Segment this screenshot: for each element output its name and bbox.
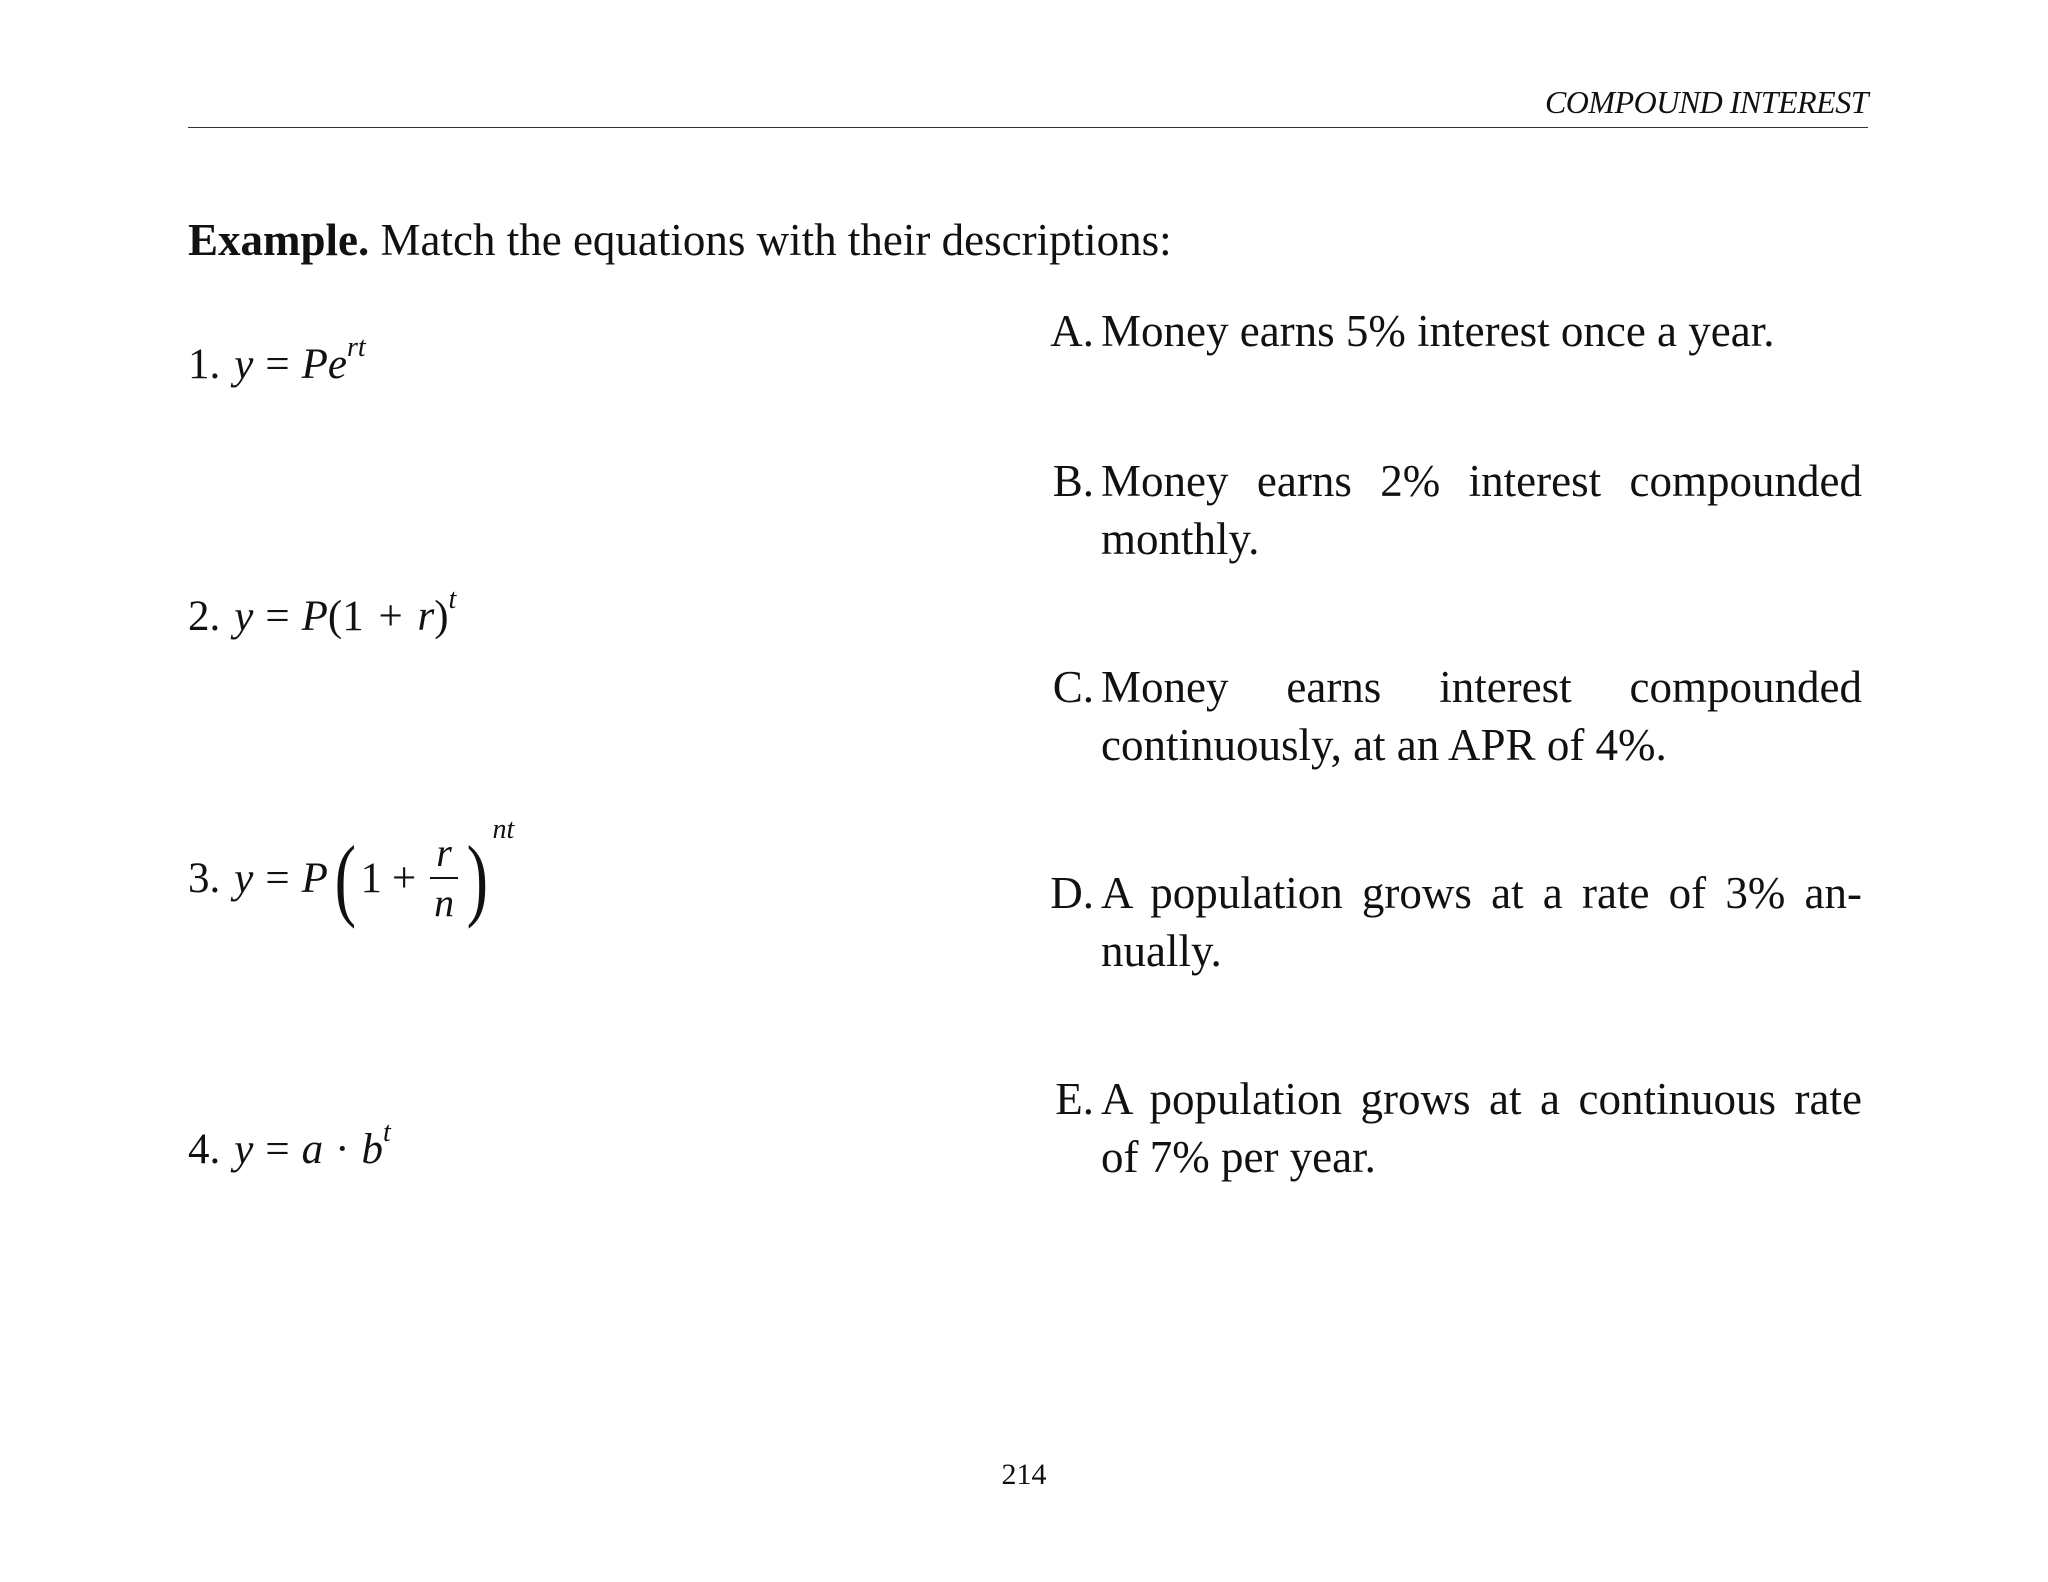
description-text: A population grows at a rate of 3% an- nually. — [1101, 868, 1862, 976]
equation-number: 2. — [188, 593, 221, 640]
example-intro — [188, 214, 1172, 266]
equation-3 — [188, 814, 515, 929]
equation-formula: $y = P(1 + r)^t$ — [234, 584, 457, 640]
equation-formula: $y = Pe^{rt}$ — [234, 332, 366, 388]
equation-number: 3. — [188, 854, 221, 902]
description-c — [1038, 658, 1862, 774]
description-letter: B. — [1052, 456, 1094, 506]
description-text: Money earns interest compounded continuously, at an APR of 4%. — [1101, 662, 1862, 770]
example-instruction: Match the equations with their descriptions: — [380, 215, 1172, 265]
equation-number: 1. — [188, 341, 221, 388]
description-b — [1038, 452, 1862, 568]
description-e — [1038, 1070, 1862, 1186]
description-letter: C. — [1052, 662, 1094, 712]
description-a — [1038, 302, 1862, 360]
equation-2 — [188, 584, 457, 641]
header-rule — [188, 127, 1868, 128]
description-text: Money earns 5% interest once a year. — [1101, 306, 1775, 356]
running-head: COMPOUND INTEREST — [1544, 84, 1868, 120]
page-number: 214 — [1001, 1458, 1047, 1491]
equation-formula: y = P ( 1 + $\frac{r}{n}$ ) nt — [234, 814, 515, 929]
description-letter: A. — [1050, 306, 1094, 356]
description-d — [1038, 864, 1862, 980]
equation-number: 4. — [188, 1126, 221, 1173]
description-letter: D. — [1050, 868, 1094, 918]
description-letter: E. — [1055, 1074, 1094, 1124]
example-label: Example. — [188, 215, 370, 265]
description-text: Money earns 2% interest compounded monthly. — [1101, 456, 1862, 564]
description-text: A population grows at a continuous rate of 7% per year. — [1101, 1074, 1862, 1182]
equation-4 — [188, 1117, 391, 1174]
equation-formula: $y = a \cdot b^t$ — [234, 1117, 391, 1173]
equation-1 — [188, 332, 366, 389]
